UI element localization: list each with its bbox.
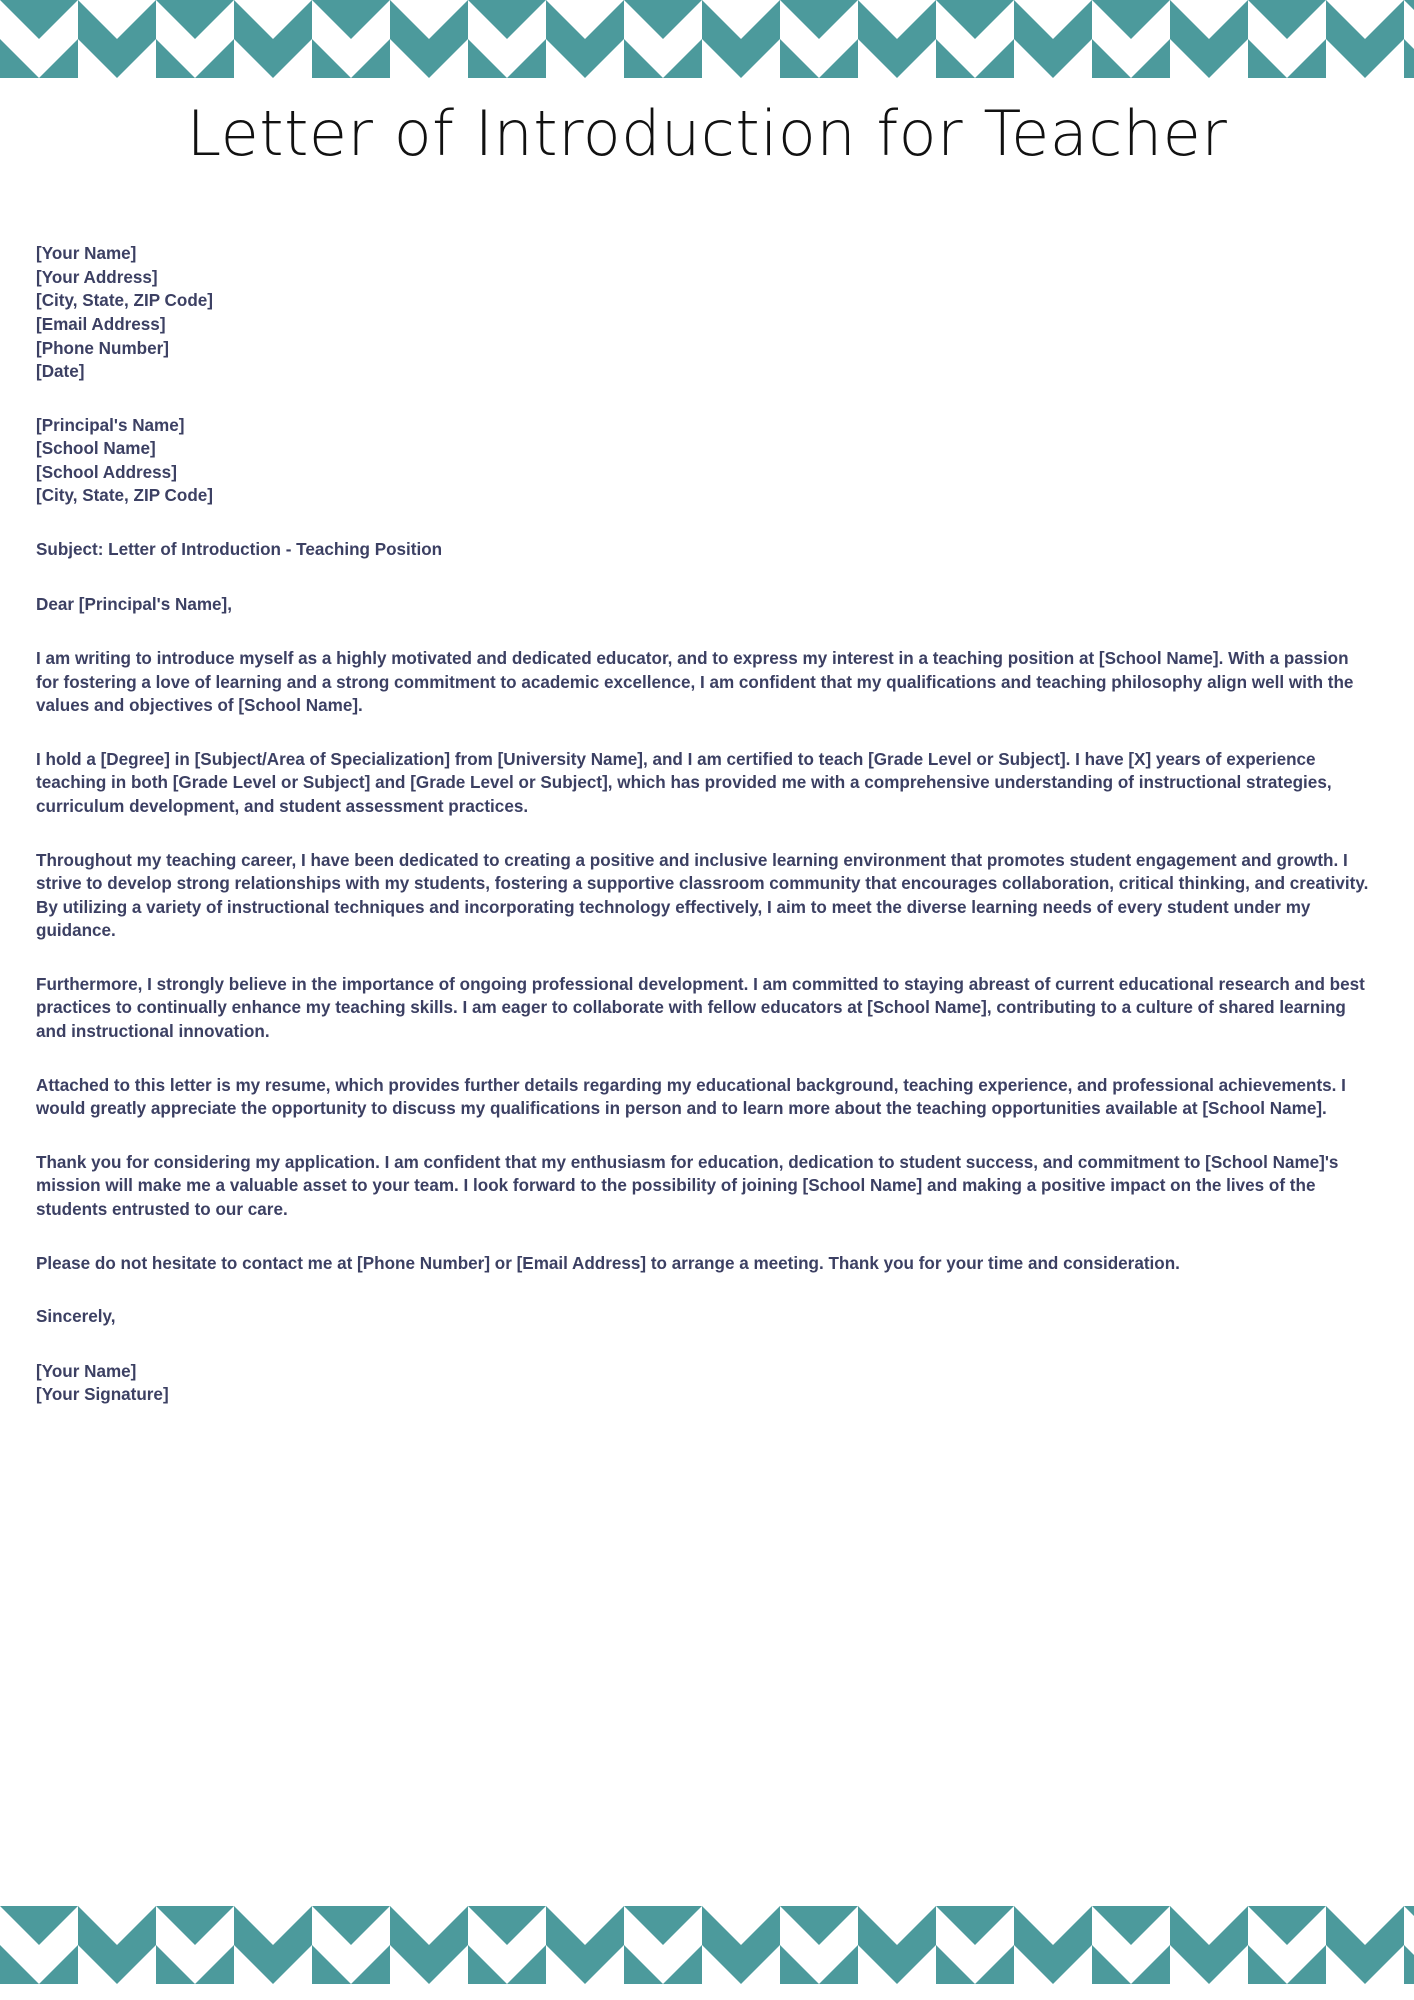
recipient-line: [City, State, ZIP Code] (36, 486, 213, 506)
body-paragraph: I am writing to introduce myself as a highly motivated and dedicated educator, and to express my interest in a teaching position at [School Name]. With a passion for fostering a love of learning and a strong commitment to academic excellence, I am confident that my qualifications and teaching philosophy align well with the values and objectives of [School Name]. (36, 649, 1354, 716)
bottom-decorative-border (0, 1906, 1414, 1984)
body-paragraph: Thank you for considering my application. I am confident that my enthusiasm for education, dedication to student success, and commitment to [School Name]'s mission will make me a valuable asset to your team. I look forward to the possibility of joining [School Name] and making a positive impact on the lives of the students entrusted to our care. (36, 1152, 1339, 1219)
recipient-line: [School Address] (36, 462, 177, 482)
body-paragraph: Please do not hesitate to contact me at [Phone Number] or [Email Address] to arrange a meeting. Thank you for your time and consideration. (36, 1253, 1180, 1273)
title-container (0, 78, 1414, 168)
sender-line: [Phone Number] (36, 338, 169, 358)
body-paragraph: Furthermore, I strongly believe in the importance of ongoing professional development. I am committed to staying abreast of current educational research and best practices to continually enhance my teaching skills. I am eager to collaborate with fellow educators at [School Name], contributing to a culture of shared learning and instructional innovation. (36, 974, 1365, 1042)
sender-line: [Your Address] (36, 267, 158, 287)
signature-block (36, 1360, 1372, 1407)
recipient-line: [School Name] (36, 439, 156, 459)
letter-body (0, 168, 1414, 1906)
body-paragraph: I hold a [Degree] in [Subject/Area of Specialization] from [University Name], and I am certified to teach [Grade Level or Subject]. I have [X] years of experience teaching in both [Grade Level or Subject] and [Grade Level or Subject], which has provided me with a comprehensive understanding of instructional strategies, curriculum development, and student assessment practices. (36, 749, 1332, 817)
signature-line: [Your Name] (36, 1361, 137, 1381)
salutation: Dear [Principal's Name], (36, 594, 232, 614)
sender-line: [City, State, ZIP Code] (36, 291, 213, 311)
sender-line: [Date] (36, 362, 85, 382)
body-paragraph: Attached to this letter is my resume, which provides further details regarding my educational background, teaching experience, and professional achievements. I would greatly appreciate the opportunity to discuss my qualifications in person and to learn more about the teaching opportunities available at [School Name]. (36, 1075, 1346, 1119)
body-paragraph: Throughout my teaching career, I have been dedicated to creating a positive and inclusive learning environment that promotes student engagement and growth. I strive to develop strong relationships with my students, fostering a supportive classroom community that encourages collaboration, critical thinking, and creativity. By utilizing a variety of instructional techniques and incorporating technology effectively, I aim to meet the diverse learning needs of every student under my guidance. (36, 850, 1369, 941)
triangle-tiles (0, 1906, 1414, 1984)
signature-line: [Your Signature] (36, 1385, 169, 1405)
subject-line: Subject: Letter of Introduction - Teaching Position (36, 539, 443, 559)
recipient-line: [Principal's Name] (36, 415, 185, 435)
recipient-address-block (36, 414, 1372, 508)
top-decorative-border (0, 0, 1414, 78)
closing-line: Sincerely, (36, 1307, 116, 1327)
page-title: Letter of Introduction for Teacher (186, 97, 1228, 170)
triangle-tiles (0, 0, 1414, 78)
sender-line: [Email Address] (36, 314, 166, 334)
sender-address-block (36, 242, 1372, 383)
sender-line: [Your Name] (36, 244, 137, 264)
